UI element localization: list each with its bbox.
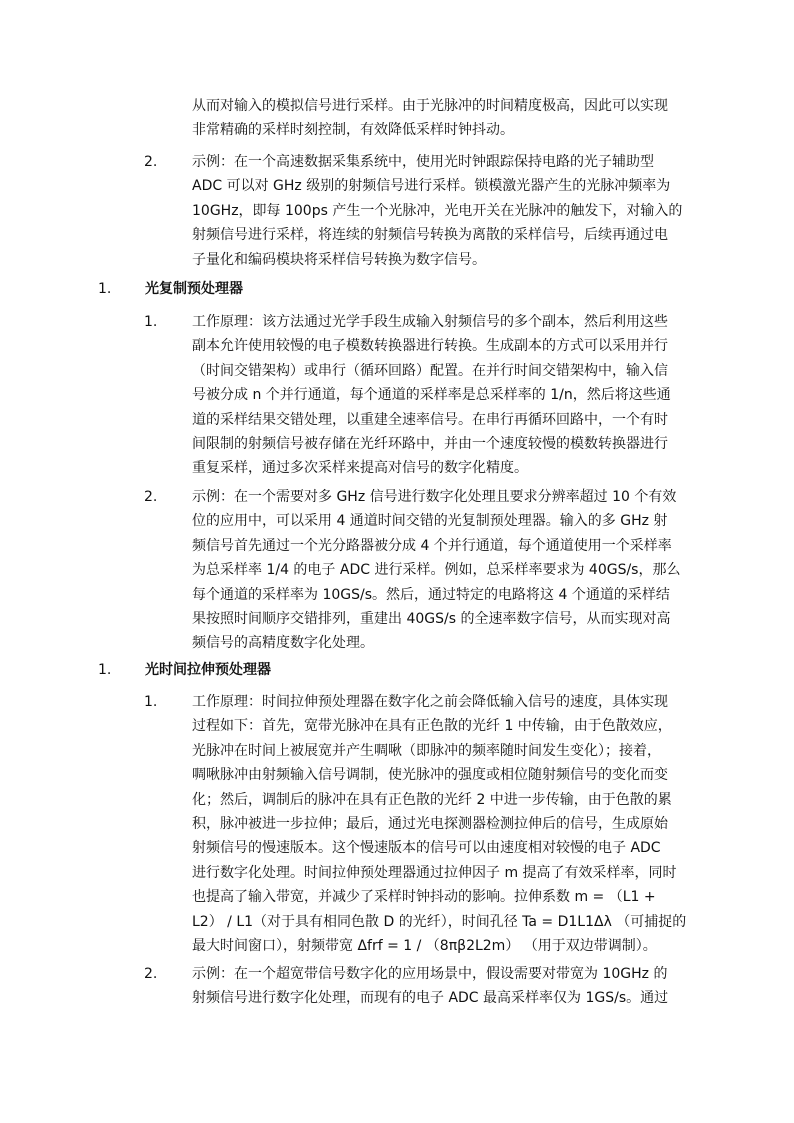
text-line: 过程如下：首先，宽带光脉冲在具有正色散的光纤 1 中传输，由于色散效应， (192, 718, 672, 735)
continuation-paragraph (192, 94, 700, 143)
text-line: 非常精确的采样时刻控制，有效降低采样时钟抖动。 (192, 122, 514, 139)
text-line: 间限制的射频信号被存储在光纤环路中，并由一个速度较慢的模数转换器进行 (192, 436, 668, 453)
section-number: 1. (98, 662, 112, 678)
example-paragraph (192, 962, 700, 1011)
text-line: 子量化和编码模块将采样信号转换为数字信号。 (192, 251, 486, 268)
text-line: 射频信号进行采样，将连续的射频信号转换为离散的采样信号，后续再通过电 (192, 227, 668, 244)
text-line: 为总采样率 1/4 的电子 ADC 进行采样。例如，总采样率要求为 40GS/s，那么 (192, 562, 681, 579)
text-line: 射频信号进行数字化处理，而现有的电子 ADC 最高采样率仅为 1GS/s。通过 (192, 990, 669, 1007)
example-paragraph (192, 150, 700, 272)
text-line: 副本允许使用较慢的电子模数转换器进行转换。生成副本的方式可以采用并行 (192, 338, 668, 355)
text-line: 示例：在一个超宽带信号数字化的应用场景中，假设需要对带宽为 10GHz 的 (192, 966, 668, 982)
text-line: 积，脉冲被进一步拉伸；最后，通过光电探测器检测拉伸后的信号，生成原始 (192, 816, 668, 833)
text-line: 频信号的高精度数字化处理。 (192, 635, 374, 652)
section-heading: 光时间拉伸预处理器 (145, 662, 271, 678)
text-line: （时间交错架构）或串行（循环回路）配置。在并行时间交错架构中，输入信 (192, 362, 668, 379)
text-line: 进行数字化处理。时间拉伸预处理器通过拉伸因子 m 提高了有效采样率，同时 (192, 864, 677, 881)
principle-paragraph (192, 690, 700, 958)
text-line: 示例：在一个需要对多 GHz 信号进行数字化处理且要求分辨率超过 10 个有效 (192, 489, 677, 505)
text-line: 道的采样结果交错处理，以重建全速率信号。在串行再循环回路中，一个有时 (192, 411, 668, 428)
list-number: 1. (144, 694, 158, 710)
list-number: 2. (144, 154, 158, 170)
list-number: 2. (144, 966, 158, 982)
text-line: 示例：在一个高速数据采集系统中，使用光时钟跟踪保持电路的光子辅助型 (192, 154, 654, 170)
text-line: 工作原理：时间拉伸预处理器在数字化之前会降低输入信号的速度，具体实现 (192, 694, 668, 710)
text-line: 工作原理：该方法通过光学手段生成输入射频信号的多个副本，然后利用这些 (192, 314, 668, 330)
text-line: 每个通道的采样率为 10GS/s。然后，通过特定的电路将这 4 个通道的采样结 (192, 586, 670, 603)
text-line: 号被分成 n 个并行通道，每个通道的采样率是总采样率的 1/n，然后将这些通 (192, 387, 671, 404)
text-line: 位的应用中，可以采用 4 通道时间交错的光复制预处理器。输入的多 GHz 射 (192, 513, 668, 530)
text-line: 最大时间窗口），射频带宽 Δfrf = 1 / （8πβ2L2m） （用于双边带调制）。 (192, 938, 657, 955)
text-line: 射频信号的慢速版本。这个慢速版本的信号可以由速度相对较慢的电子 ADC (192, 840, 661, 857)
text-line: 也提高了输入带宽，并减少了采样时钟抖动的影响。拉伸系数 m = （L1 + (192, 889, 656, 906)
list-number: 2. (144, 489, 158, 505)
text-line: 从而对输入的模拟信号进行采样。由于光脉冲的时间精度极高，因此可以实现 (192, 98, 668, 114)
principle-paragraph (192, 310, 700, 481)
list-number: 1. (144, 314, 158, 330)
text-line: ADC 可以对 GHz 级别的射频信号进行采样。锁模激光器产生的光脉冲频率为 (192, 178, 671, 195)
text-line: 频信号首先通过一个光分路器被分成 4 个并行通道，每个通道使用一个采样率 (192, 537, 672, 554)
section-number: 1. (98, 281, 112, 297)
text-line: 啁啾脉冲由射频输入信号调制，使光脉冲的强度或相位随射频信号的变化而变 (192, 767, 668, 784)
section-heading: 光复制预处理器 (145, 281, 243, 297)
example-paragraph (192, 485, 700, 656)
text-line: 果按照时间顺序交错排列，重建出 40GS/s 的全速率数字信号，从而实现对高 (192, 611, 671, 628)
text-line: 重复采样，通过多次采样来提高对信号的数字化精度。 (192, 460, 528, 477)
text-line: 光脉冲在时间上被展宽并产生啁啾（即脉冲的频率随时间发生变化）；接着， (192, 742, 661, 759)
text-line: 10GHz，即每 100ps 产生一个光脉冲，光电开关在光脉冲的触发下，对输入的 (192, 202, 683, 219)
text-line: 化；然后，调制后的脉冲在具有正色散的光纤 2 中进一步传输，由于色散的累 (192, 791, 672, 808)
text-line: L2） / L1（对于具有相同色散 D 的光纤），时间孔径 Ta = D1L1Δλ （可捕捉的 (192, 913, 687, 930)
